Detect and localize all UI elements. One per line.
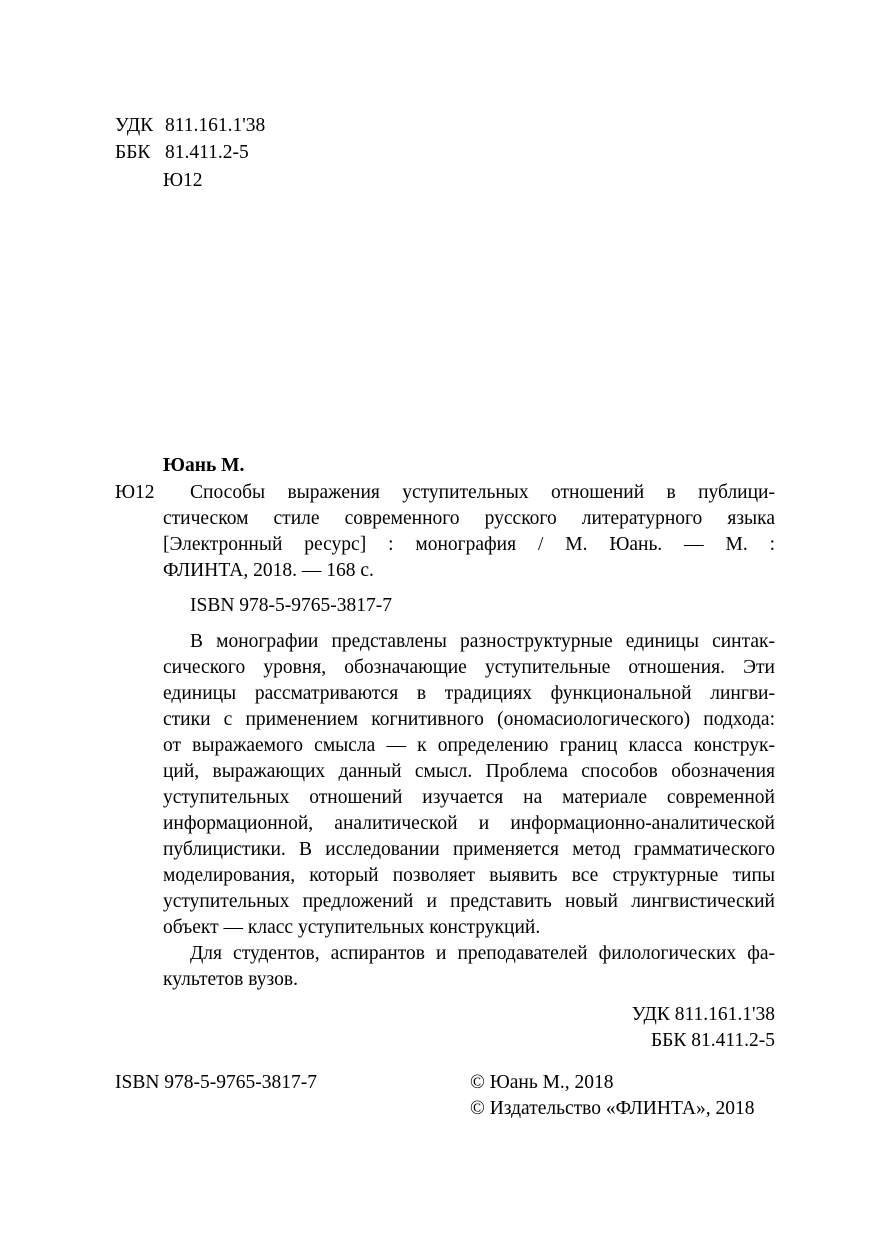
entry-title-line: стическом стиле современного русского литературного языка	[163, 508, 775, 529]
copyright-publisher: © Издательство «ФЛИНТА», 2018	[470, 1098, 755, 1119]
footer-isbn: ISBN 978-5-9765-3817-7	[115, 1072, 318, 1093]
copyright-author: © Юань М., 2018	[470, 1072, 614, 1093]
bbk-header-value: 81.411.2-5	[165, 142, 249, 163]
annotation-line: В монографии представлены разноструктурные единицы синтак-	[190, 631, 775, 652]
audience-line: культетов вузов.	[163, 969, 298, 990]
entry-author: Юань М.	[163, 455, 245, 476]
author-mark-header: Ю12	[163, 170, 203, 191]
audience-line: Для студентов, аспирантов и преподавателей филологических фа-	[190, 943, 775, 964]
annotation-line: уступительных предложений и представить новый лингвистический	[163, 891, 775, 912]
entry-title-line: [Электронный ресурс] : монография / М. Юань. — М. :	[163, 534, 775, 555]
annotation-line: от выражаемого смысла — к определению границ класса конструк-	[163, 735, 775, 756]
entry-author-mark: Ю12	[115, 482, 155, 503]
annotation-line: единицы рассматриваются в традициях функциональной лингви-	[163, 683, 775, 704]
annotation-line: уступительных отношений изучается на материале современной	[163, 787, 775, 808]
udk-code: УДК 811.161.1'38	[631, 1004, 775, 1025]
annotation-line: стики с применением когнитивного (ономасиологического) подхода:	[163, 709, 775, 730]
annotation-line: публицистики. В исследовании применяется метод грамматического	[163, 839, 775, 860]
annotation-line: моделирования, который позволяет выявить все структурные типы	[163, 865, 775, 886]
entry-title-line: Способы выражения уступительных отношений в публици-	[190, 482, 775, 503]
entry-title-line: ФЛИНТА, 2018. — 168 с.	[163, 560, 374, 581]
bbk-header-label: ББК	[115, 142, 151, 163]
annotation-line: ций, выражающих данный смысл. Проблема способов обозначения	[163, 761, 775, 782]
annotation-line: сического уровня, обозначающие уступительные отношения. Эти	[163, 657, 775, 678]
bbk-code: ББК 81.411.2-5	[650, 1030, 775, 1051]
udk-header-value: 811.161.1'38	[165, 115, 266, 136]
annotation-line: объект — класс уступительных конструкций.	[163, 917, 541, 938]
entry-isbn: ISBN 978-5-9765-3817-7	[190, 595, 393, 616]
udk-header-label: УДК	[115, 115, 154, 136]
annotation-line: информационной, аналитической и информационно-аналитической	[163, 813, 775, 834]
